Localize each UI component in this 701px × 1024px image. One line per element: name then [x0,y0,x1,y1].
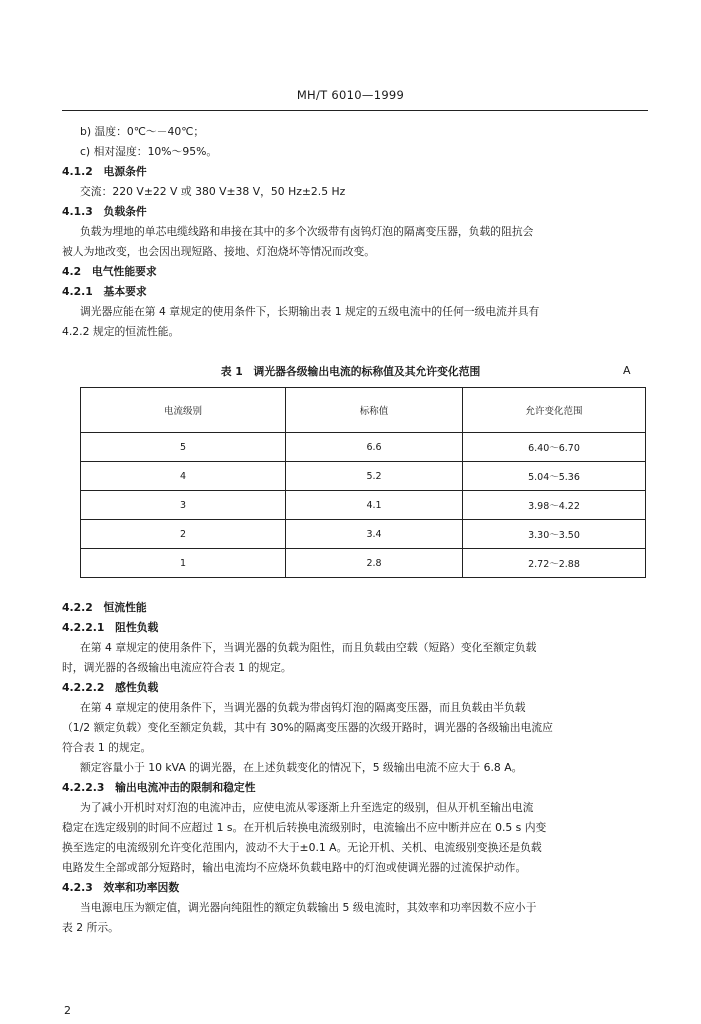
surge-para-1: 为了减小开机时对灯泡的电流冲击，应使电流从零逐渐上升至选定的级别，但从开机至输出电流 [80,801,534,814]
section-4-2-2-1: 4.2.2.1 阻性负载 [62,621,159,634]
table-cell: 4 [81,462,286,491]
load-para-2: 被人为地改变，也会因出现短路、接地、灯泡烧坏等情况而改变。 [62,245,376,258]
table-cell: 1 [81,549,286,578]
table-cell: 3.30～3.50 [463,520,646,549]
header-rule [62,110,648,111]
temp-line: b) 温度：0℃～－40℃； [80,125,205,138]
efficiency-para-2: 表 2 所示。 [62,921,119,934]
table-cell: 3 [81,491,286,520]
table-cell: 5.2 [286,462,463,491]
table-cell: 6.6 [286,433,463,462]
section-4-2-2-2: 4.2.2.2 感性负载 [62,681,159,694]
section-4-1-3: 4.1.3 负载条件 [62,205,147,218]
col-header-nominal: 标称值 [286,388,463,433]
inductive-para-3: 符合表 1 的规定。 [62,741,152,754]
table-header-row [81,388,646,433]
humidity-line: c) 相对湿度：10%～95%。 [80,145,218,158]
section-4-2-2-3: 4.2.2.3 输出电流冲击的限制和稳定性 [62,781,256,794]
page-number: 2 [64,1004,71,1017]
page-header: MH/T 6010—1999 [296,88,405,102]
table-cell: 3.98～4.22 [463,491,646,520]
table-row [81,462,646,491]
table-cell: 5 [81,433,286,462]
section-4-2-3: 4.2.3 效率和功率因数 [62,881,180,894]
table-cell: 6.40～6.70 [463,433,646,462]
table-cell: 3.4 [286,520,463,549]
col-header-level: 电流级别 [81,388,286,433]
table-unit: A [623,364,631,377]
basic-req-2: 4.2.2 规定的恒流性能。 [62,325,180,338]
table-cell: 4.1 [286,491,463,520]
rated-capacity-para: 额定容量小于 10 kVA 的调光器，在上述负载变化的情况下，5 级输出电流不应大于 6.8 A。 [80,761,523,774]
section-4-2-2: 4.2.2 恒流性能 [62,601,147,614]
table-cell: 2.72～2.88 [463,549,646,578]
col-header-range: 允许变化范围 [463,388,646,433]
inductive-para-1: 在第 4 章规定的使用条件下，当调光器的负载为带卤钨灯泡的隔离变压器，而且负载由半负载 [80,701,526,714]
load-para-1: 负载为埋地的单芯电缆线路和串接在其中的多个次级带有卤钨灯泡的隔离变压器，负载的阻抗会 [80,225,534,238]
table-cell: 2.8 [286,549,463,578]
table-row [81,433,646,462]
current-table [80,387,646,578]
basic-req-1: 调光器应能在第 4 章规定的使用条件下，长期输出表 1 规定的五级电流中的任何一级电流并具有 [80,305,540,318]
section-4-2: 4.2 电气性能要求 [62,265,157,278]
surge-para-4: 电路发生全部或部分短路时，输出电流均不应烧坏负载电路中的灯泡或使调光器的过流保护动作。 [62,861,527,874]
surge-para-2: 稳定在选定级别的时间不应超过 1 s。在开机后转换电流级别时，电流输出不应中断并应在 0.5 s 内变 [62,821,547,834]
table-cell: 5.04～5.36 [463,462,646,491]
table-row [81,549,646,578]
section-4-2-1: 4.2.1 基本要求 [62,285,147,298]
efficiency-para-1: 当电源电压为额定值，调光器向纯阻性的额定负载输出 5 级电流时，其效率和功率因数不应小于 [80,901,537,914]
table-cell: 2 [81,520,286,549]
table-row [81,520,646,549]
inductive-para-2: （1/2 额定负载）变化至额定负载，其中有 30%的隔离变压器的次级开路时，调光器的各级输出电流应 [62,721,553,734]
resistive-para-1: 在第 4 章规定的使用条件下，当调光器的负载为阻性，而且负载由空载（短路）变化至额定负载 [80,641,537,654]
power-spec: 交流：220 V±22 V 或 380 V±38 V，50 Hz±2.5 Hz [80,185,346,198]
section-4-1-2: 4.1.2 电源条件 [62,165,147,178]
table-caption: 表 1 调光器各级输出电流的标称值及其允许变化范围 [220,365,481,378]
table-row [81,491,646,520]
resistive-para-2: 时，调光器的各级输出电流应符合表 1 的规定。 [62,661,292,674]
surge-para-3: 换至选定的电流级别允许变化范围内，波动不大于±0.1 A。无论开机、关机、电流级别变换还是负载 [62,841,542,854]
